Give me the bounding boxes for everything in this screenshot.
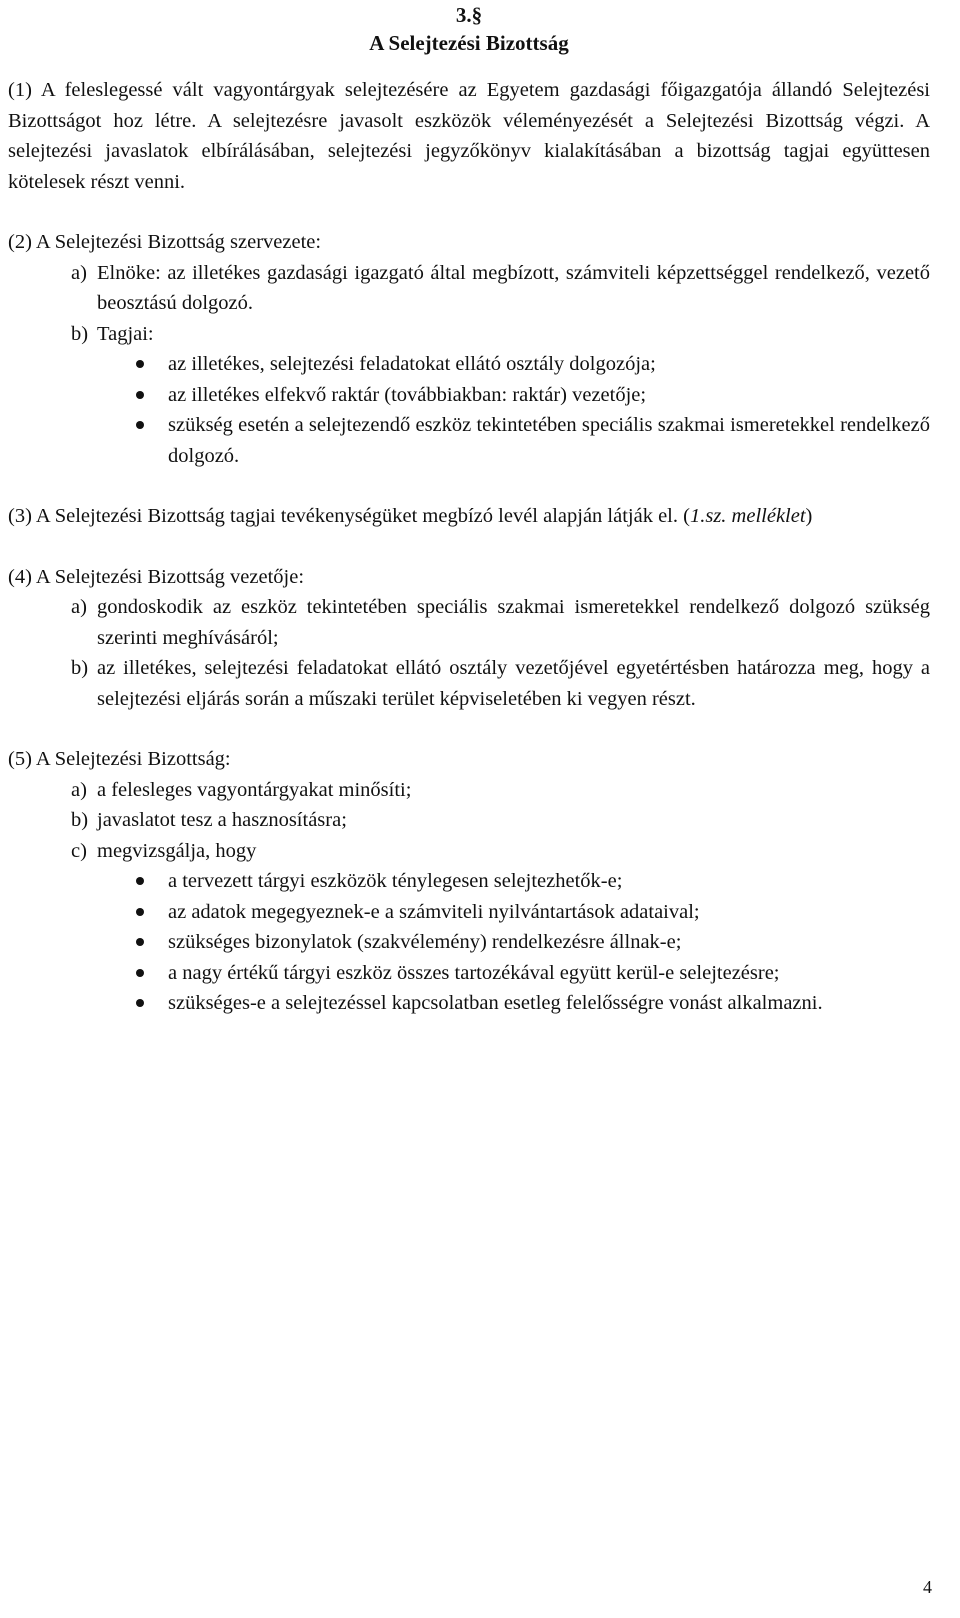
item-text: a felesleges vagyontárgyakat minősíti; <box>97 778 412 801</box>
paragraph-2-intro: (2) A Selejtezési Bizottság szervezete: <box>8 231 322 253</box>
item-label: b) <box>71 657 89 679</box>
paragraph-5 <box>8 744 930 1019</box>
list-item-text: szükséges bizonylatok (szakvélemény) rendelkezésre állnak-e; <box>168 931 682 953</box>
item-text: megvizsgálja, hogy <box>97 839 257 862</box>
paragraph-3-body: (3) A Selejtezési Bizottság tagjai tevékenységüket megbízó levél alapján látják el. ( <box>8 505 690 527</box>
item-text: Tagjai: <box>97 322 154 345</box>
bullet-icon <box>136 866 168 897</box>
paragraph-1 <box>8 75 930 197</box>
paragraph-2-item-a <box>8 258 930 319</box>
item-text: javaslatot tesz a hasznosításra; <box>97 809 347 831</box>
item-label: a) <box>71 261 87 284</box>
item-text: az illetékes, selejtezési feladatokat ellátó osztály vezetőjével egyetértésben határozza meg, hogy a selejtezési eljárás során a műszaki terület képviseletében ki vegyen részt. <box>97 657 930 710</box>
paragraph-5-item-a <box>8 775 930 806</box>
paragraph-3-close: ) <box>805 505 813 527</box>
bullet-icon <box>136 380 168 411</box>
paragraph-5-intro: (5) A Selejtezési Bizottság: <box>8 748 231 770</box>
paragraph-4-intro: (4) A Selejtezési Bizottság vezetője: <box>8 565 305 588</box>
bullet-icon <box>136 349 168 380</box>
item-label: a) <box>71 778 87 801</box>
item-label: a) <box>71 596 87 618</box>
paragraph-2 <box>8 227 930 471</box>
item-text: Elnöke: az illetékes gazdasági igazgató által megbízott, számviteli képzettséggel rendelkező, vezető beosztású dolgozó. <box>97 261 930 314</box>
list-item-text: a nagy értékű tárgyi eszköz összes tartozékával együtt kerül-e selejtezésre; <box>168 961 780 984</box>
paragraph-4 <box>8 562 930 715</box>
item-label: b) <box>71 809 89 831</box>
list-item <box>136 866 930 897</box>
section-number: 3.§ <box>455 3 483 27</box>
list-item <box>136 349 930 380</box>
list-item <box>136 897 930 928</box>
list-item <box>136 927 930 958</box>
list-item <box>136 988 930 1019</box>
paragraph-5-item-c <box>8 836 930 867</box>
section-title: A Selejtezési Bizottság <box>369 31 569 55</box>
paragraph-2-item-b <box>8 319 930 350</box>
item-label: b) <box>71 322 89 345</box>
bullet-icon <box>136 958 168 989</box>
list-item-text: az illetékes elfekvő raktár (továbbiakban: raktár) vezetője; <box>168 383 647 406</box>
list-item-text: az illetékes, selejtezési feladatokat ellátó osztály dolgozója; <box>168 353 656 375</box>
list-item-text: szükséges-e a selejtezéssel kapcsolatban esetleg felelősségre vonást alkalmazni. <box>168 992 823 1014</box>
list-item <box>136 410 930 471</box>
bullet-icon <box>136 927 168 958</box>
page-number: 4 <box>923 1577 932 1597</box>
item-text: gondoskodik az eszköz tekintetében speciális szakmai ismeretekkel rendelkező dolgozó szükség szerinti meghívásáról; <box>97 596 930 649</box>
list-item <box>136 380 930 411</box>
paragraph-5-item-b <box>8 805 930 836</box>
paragraph-1-text: (1) A feleslegessé vált vagyontárgyak selejtezésére az Egyetem gazdasági főigazgatója állandó Selejtezési Bizottságot hoz létre. A selejtezésre javasolt eszközök véleményezését a Selejtezési Bizottság végzi. A selejtezési javaslatok elbírálásában, selejtezési jegyzőkönyv kialakításában a bizottság tagjai együttesen kötelesek részt venni. <box>8 79 930 193</box>
list-item <box>136 958 930 989</box>
list-item-text: szükség esetén a selejtezendő eszköz tekintetében speciális szakmai ismeretekkel rendelkező dolgozó. <box>168 414 930 467</box>
list-item-text: a tervezett tárgyi eszközök ténylegesen selejtezhetők-e; <box>168 870 623 892</box>
annex-reference: 1.sz. melléklet <box>689 505 806 527</box>
paragraph-3-text <box>8 501 930 532</box>
document-page <box>8 0 930 1049</box>
bullet-icon <box>136 897 168 928</box>
bullet-icon <box>136 410 168 471</box>
paragraph-3 <box>8 501 930 532</box>
item-label: c) <box>71 839 87 862</box>
paragraph-4-item-b <box>8 653 930 714</box>
bullet-icon <box>136 988 168 1019</box>
paragraph-4-item-a <box>8 592 930 653</box>
list-item-text: az adatok megegyeznek-e a számviteli nyilvántartások adataival; <box>168 900 700 923</box>
